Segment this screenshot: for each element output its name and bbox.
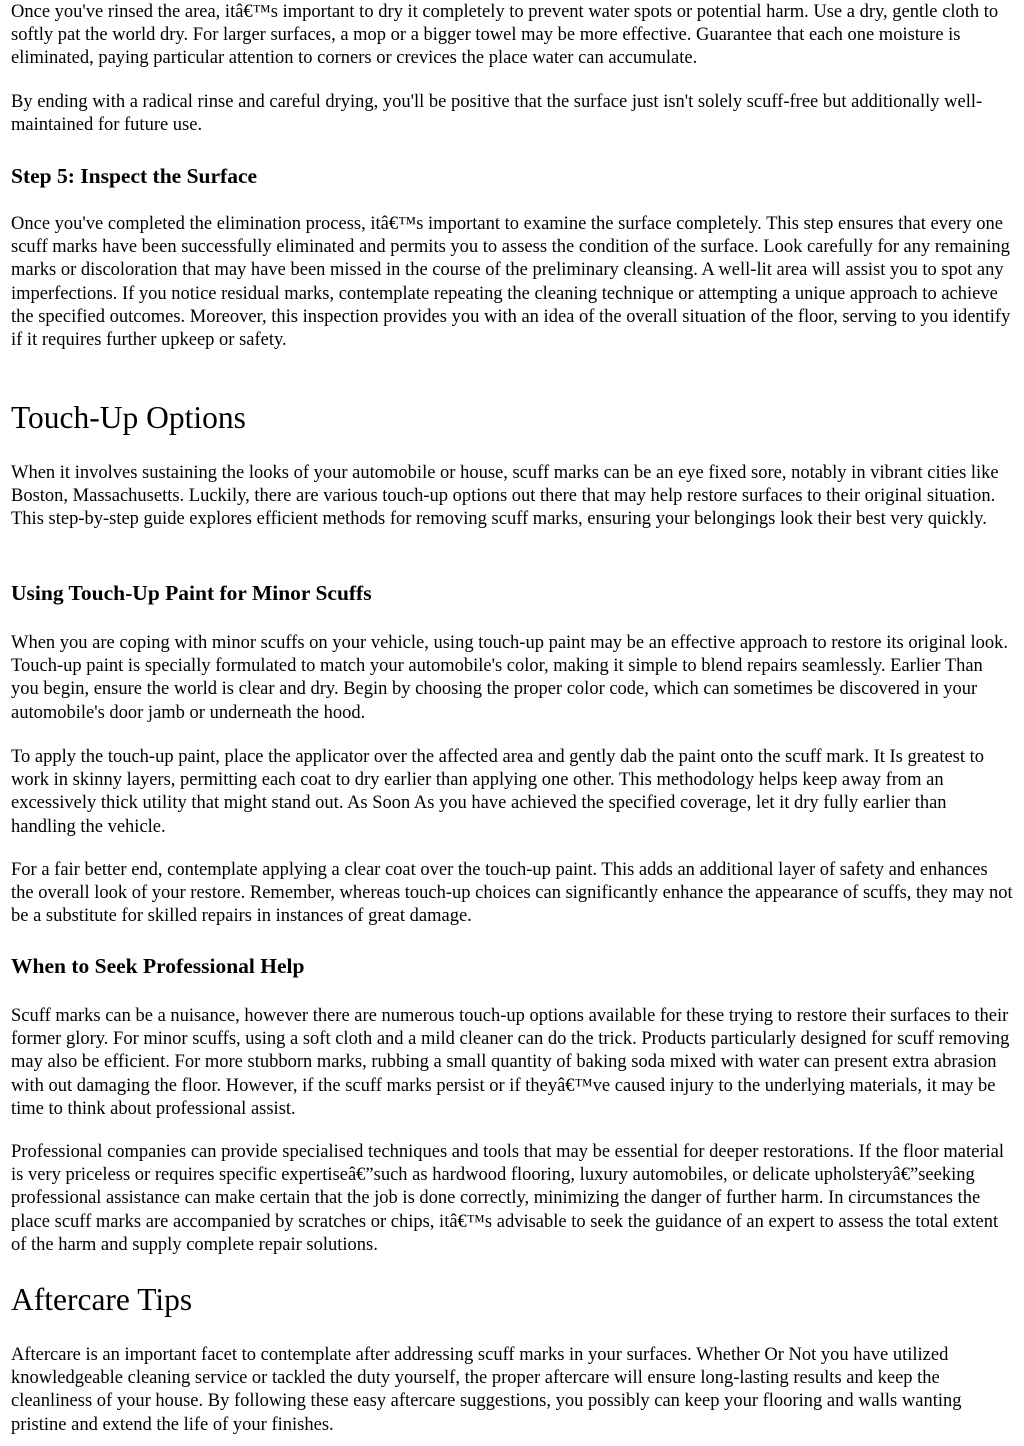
heading-aftercare-tips: Aftercare Tips [11,1282,193,1317]
paragraph-touch-up-paint-3: For a fair better end, contemplate applying a clear coat over the touch-up paint. This adds an additional layer of safety and enhances the overall look of your restore. Remember, whereas touch-up choices can significantly enhance the appearance of scuffs, they may not be a substitute for skilled repairs in instances of great damage. [11,860,1013,927]
paragraph-rinse-summary: By ending with a radical rinse and careful drying, you'll be positive that the surface just isn't solely scuff-free but additionally well-maintained for future use. [11,92,983,136]
paragraph-drying: Once you've rinsed the area, itâ€™s important to dry it completely to prevent water spots or potential harm. Use a dry, gentle cloth to softly pat the world dry. For larger surfaces, a mop or a bigger towel may be more effective. Guarantee that each one moisture is eliminated, paying particular attention to corners or crevices the place water can accumulate. [11,2,999,69]
heading-professional-help: When to Seek Professional Help [11,954,305,978]
paragraph-aftercare: Aftercare is an important facet to contemplate after addressing scuff marks in your surfaces. Whether Or Not you have utilized knowledgeable cleaning service or tackled the duty yourself, the proper aftercare will ensure long-lasting results and keep the cleanliness of your house. By following these easy aftercare suggestions, you possibly can keep your flooring and walls wanting pristine and extend the life of your finishes. [11,1345,962,1435]
paragraph-professional-help-1: Scuff marks can be a nuisance, however there are numerous touch-up options available for these trying to restore their surfaces to their former glory. For minor scuffs, using a soft cloth and a mild cleaner can do the trick. Products particularly designed for scuff removing may also be efficient. For more stubborn marks, rubbing a small quantity of baking soda mixed with water can present extra abrasion with out damaging the floor. However, if the scuff marks persist or if theyâ€™ve caused injury to the underlying materials, it may be time to think about professional assist. [11,1006,1010,1119]
paragraph-professional-help-2: Professional companies can provide specialised techniques and tools that may be essential for deeper restorations. If the floor material is very priceless or requires specific expertiseâ€”such as hardwood flooring, luxury automobiles, or delicate upholsteryâ€”seeking professional assistance can make certain that the job is done correctly, minimizing the danger of further harm. In circumstances the place scuff marks are accompanied by scratches or chips, itâ€™s advisable to seek the guidance of an expert to assess the total extent of the harm and supply complete repair solutions. [11,1142,1005,1255]
paragraph-inspect: Once you've completed the elimination process, itâ€™s important to examine the surface completely. This step ensures that every one scuff marks have been successfully eliminated and permits you to assess the condition of the surface. Look carefully for any remaining marks or discoloration that may have been missed in the course of the preliminary cleansing. A well-lit area will assist you to spot any imperfections. If you notice residual marks, contemplate repeating the cleaning technique or attempting a unique approach to achieve the specified outcomes. Moreover, this inspection provides you with an idea of the overall situation of the floor, serving to you identify if it requires further upkeep or safety. [11,214,1011,351]
paragraph-touch-up-intro: When it involves sustaining the looks of your automobile or house, scuff marks can be an eye fixed sore, notably in vibrant cities like Boston, Massachusetts. Luckily, there are various touch-up options out there that may help restore surfaces to their original situation. This step-by-step guide explores efficient methods for removing scuff marks, ensuring your belongings look their best very quickly. [11,463,999,530]
paragraph-touch-up-paint-1: When you are coping with minor scuffs on your vehicle, using touch-up paint may be an effective approach to restore its original look. Touch-up paint is specially formulated to match your automobile's color, making it simple to blend repairs seamlessly. Earlier Than you begin, ensure the world is clear and dry. Begin by choosing the proper color code, which can sometimes be discovered in your automobile's door jamb or underneath the hood. [11,633,1009,723]
heading-touch-up-options: Touch-Up Options [11,400,246,435]
paragraph-touch-up-paint-2: To apply the touch-up paint, place the applicator over the affected area and gently dab the paint onto the scuff mark. It Is greatest to work in skinny layers, permitting each coat to dry earlier than applying one other. This methodology helps keep away from an excessively thick utility that might stand out. As Soon As you have achieved the specified coverage, let it dry fully earlier than handling the vehicle. [11,747,985,837]
heading-step-5: Step 5: Inspect the Surface [11,164,258,188]
heading-touch-up-paint: Using Touch-Up Paint for Minor Scuffs [11,581,372,605]
